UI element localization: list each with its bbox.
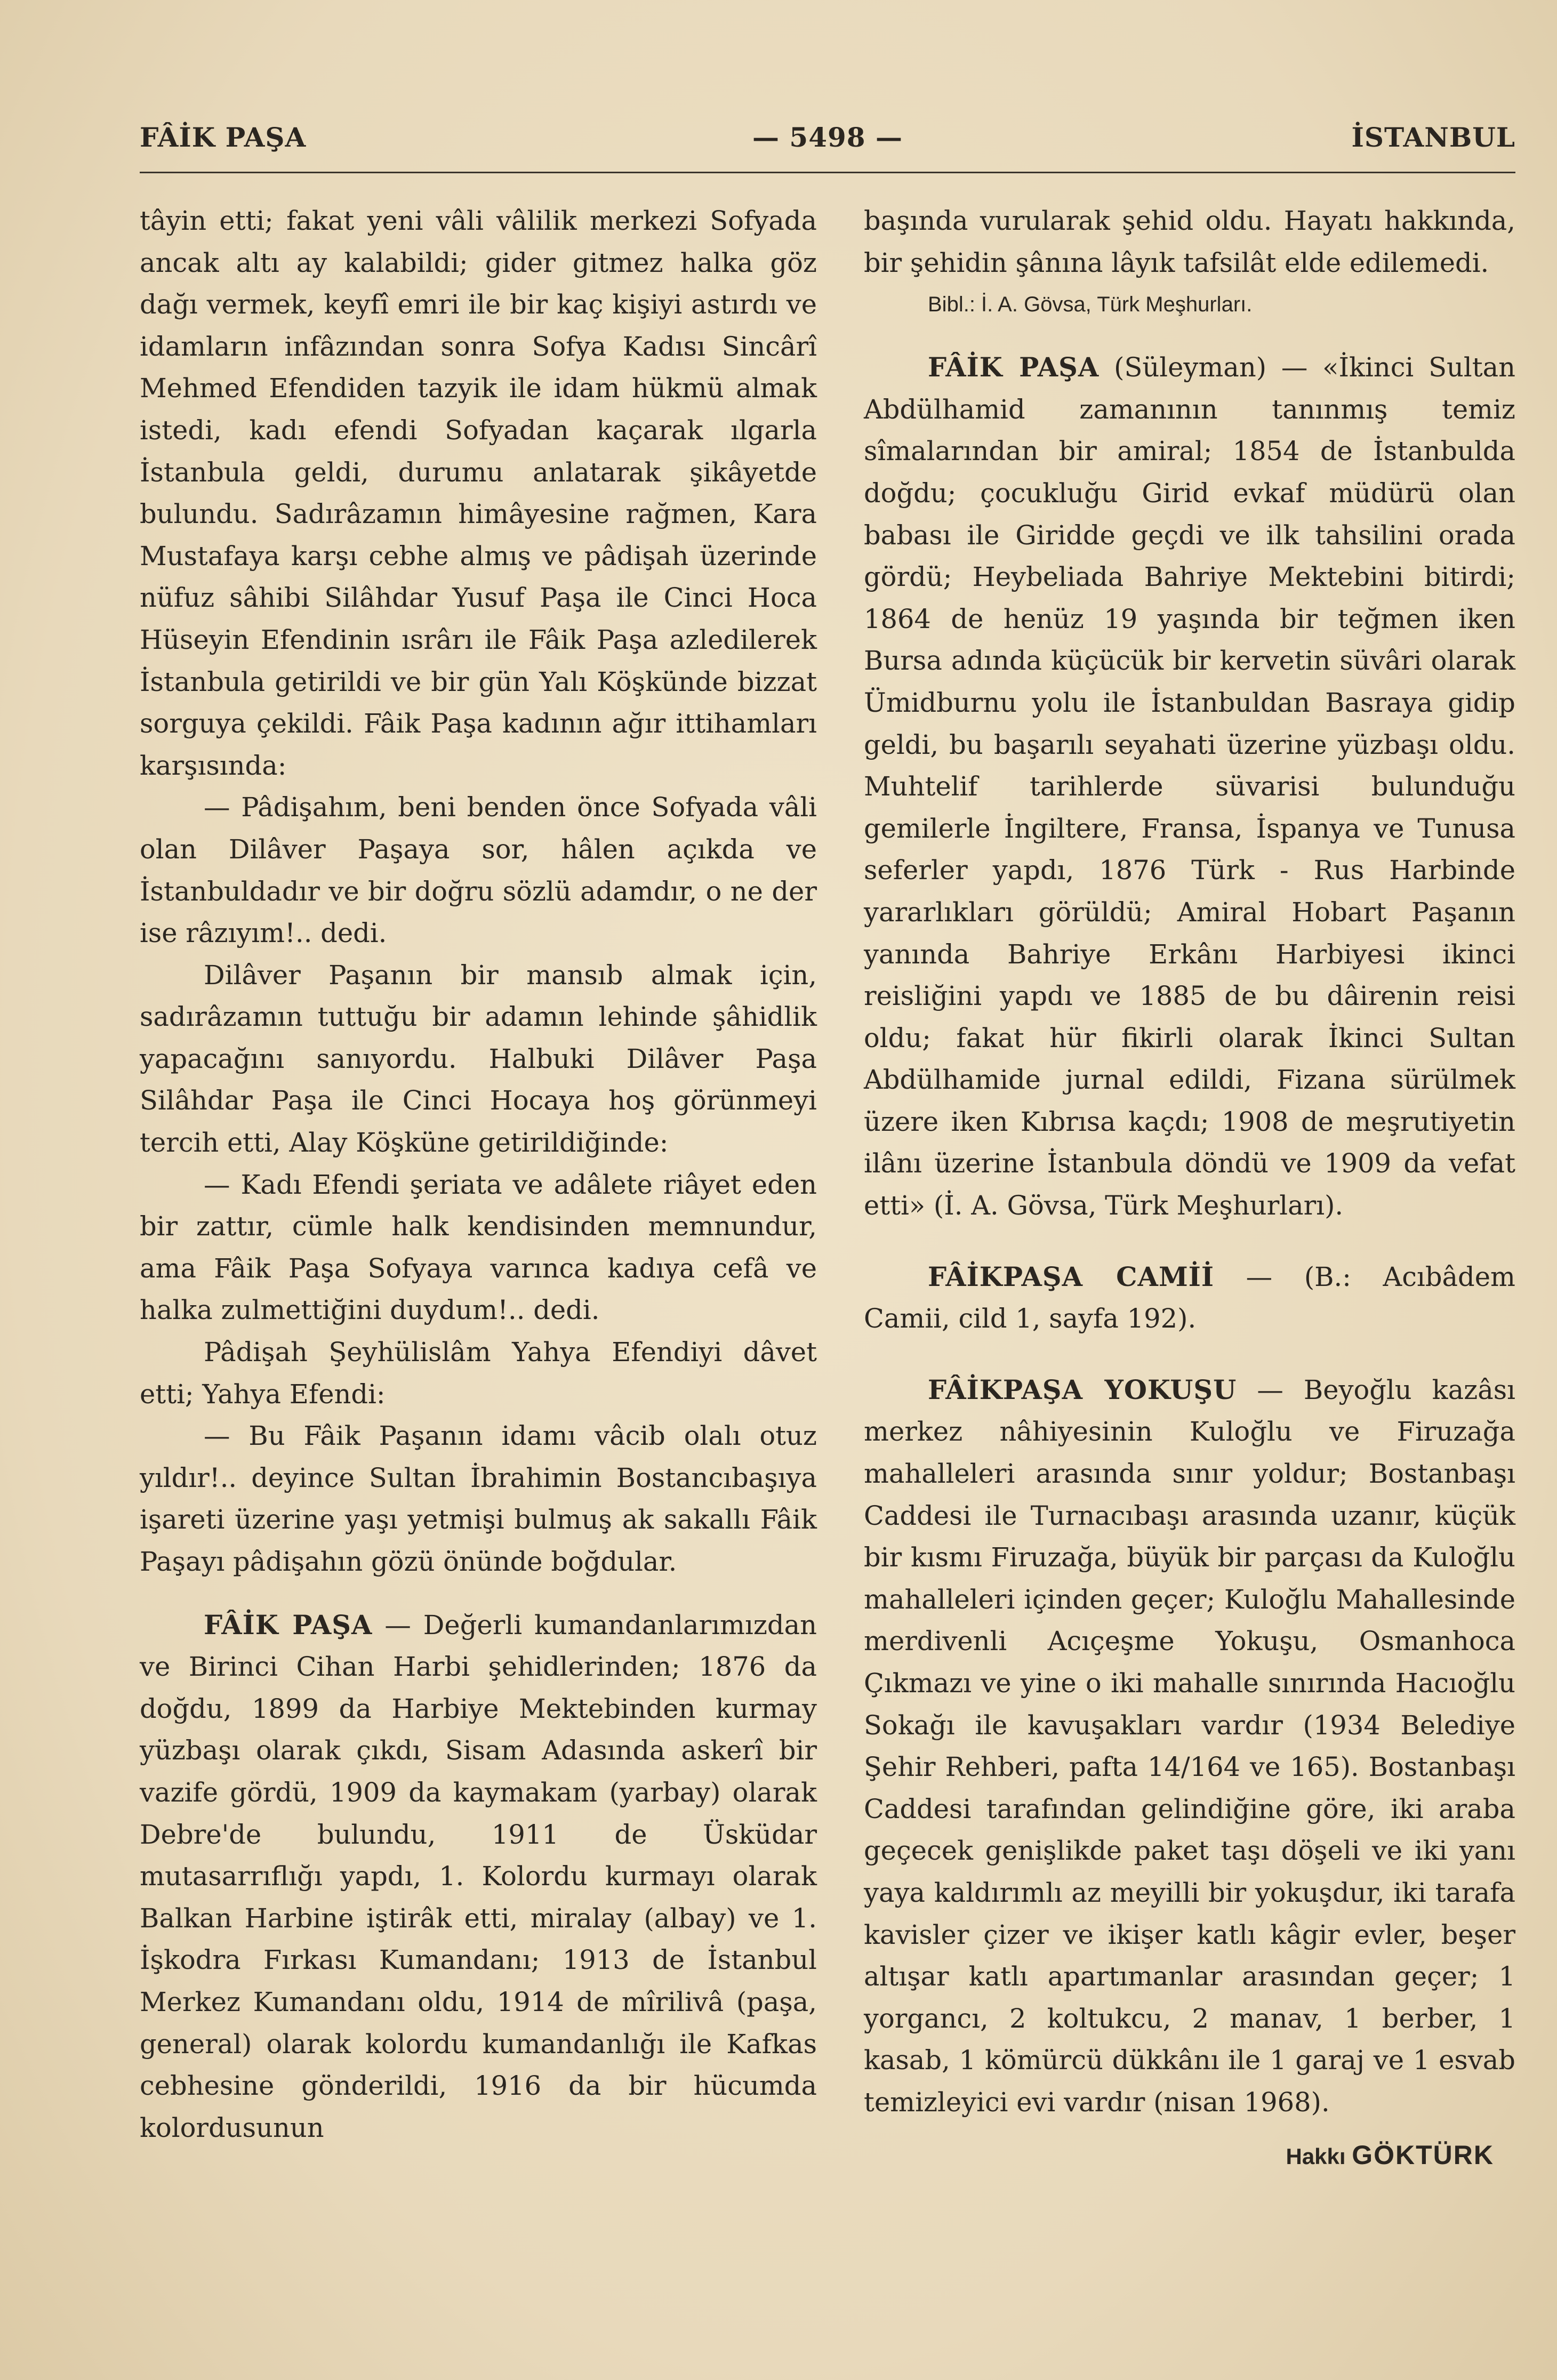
- left-column: [140, 200, 817, 2149]
- paragraph: — Pâdişahım, beni benden önce Sofyada vâli olan Dilâver Paşaya sor, hâlen açıkda ve İstanbuldadır ve bir doğru sözlü adamdır, o ne der ise râzıyım!.. dedi.: [140, 792, 817, 949]
- entry-faikpasa-camii: [864, 1256, 1515, 1340]
- entry-faik-pasa-2: [140, 1604, 817, 2149]
- entry-faik-pasa-suleyman: [864, 347, 1515, 1226]
- paragraph: — Bu Fâik Paşanın idamı vâcib olalı otuz yıldır!.. deyince Sultan İbrahimin Bostancıbaşıya işareti üzerine yaşı yetmişi bulmuş ak sakallı Fâik Paşayı pâdişahın gözü önünde boğdular.: [140, 1420, 817, 1577]
- running-head-right: İSTANBUL: [1351, 122, 1515, 153]
- spacer: [864, 1227, 1515, 1256]
- signature-last-name: GÖKTÜRK: [1352, 2140, 1494, 2170]
- entry-heading: FÂİKPAŞA CAMİİ: [928, 1261, 1215, 1292]
- paragraph: — Kadı Efendi şeriata ve adâlete riâyet eden bir zattır, cümle halk kendisinden memnundur, ama Fâik Paşa Sofyaya varınca kadıya cefâ ve halka zulmettiğini duydum!.. dedi.: [140, 1169, 817, 1326]
- paragraph: başında vurularak şehid oldu. Hayatı hakkında, bir şehidin şânına lâyık tafsilât elde edilemedi.: [864, 205, 1515, 278]
- paragraph: tâyin etti; fakat yeni vâli vâlilik merkezi Sofyada ancak altı ay kalabildi; gider gitmez halka göz dağı vermek, keyfî emri ile bir kaç kişiyi astırdı ve idamların infâzından sonra Sofya Kadısı Sincârî Mehmed Efendiden tazyik ile idam hükmü almak istedi, kadı efendi Sofyadan kaçarak ılgarla İstanbula geldi, durumu anlatarak şikâyetde bulundu. Sadırâzamın himâyesine rağmen, Kara Mustafaya karşı cebhe almış ve pâdişah üzerinde nüfuz sâhibi Silâhdar Yusuf Paşa ile Cinci Hoca Hüseyin Efendinin ısrârı ile Fâik Paşa azledilerek İstanbula getirildi ve bir gün Yalı Köşkünde bizzat sorguya çekildi. Fâik Paşa kadının ağır ittihamları karşısında:: [140, 205, 817, 781]
- page-header: [140, 122, 1515, 159]
- entry-text: — (B.: Acıbâdem Camii, cild 1, sayfa 192).: [864, 1261, 1515, 1334]
- entry-heading: FÂİK PAŞA: [204, 1609, 373, 1641]
- entry-text: (Süleyman) — «İkinci Sultan Abdülhamid zamanının tanınmış temiz sîmalarından bir amiral; 1854 de İstanbulda doğdu; çocukluğu Girid evkaf müdürü olan babası ile Giridde geçdi ve ilk tahsilini orada gördü; Heybeliada Bahriye Mektebini bitirdi; 1864 de henüz 19 yaşında bir teğmen iken Bursa adında küçücük bir kervetin süvâri olarak Ümidburnu yolu ile İstanbuldan Basraya gidip geldi, bu başarılı seyahati üzerine yüzbaşı oldu. Muhtelif tarihlerde süvarisi bulunduğu gemilerle İngiltere, Fransa, İspanya ve Tunusa seferler yapdı, 1876 Türk - Rus Harbinde yararlıkları görüldü; Amiral Hobart Paşanın yanında Bahriye Erkânı Harbiyesi ikinci reisliğini yapdı ve 1885 de bu dâirenin reisi oldu; fakat hür fikirli olarak İkinci Sultan Abdülhamide jurnal edildi, Fizana sürülmek üzere iken Kıbrısa kaçdı; 1908 de meşrutiyetin ilânı üzerine İstanbula döndü ve 1909 da vefat etti» (İ. A. Gövsa, Türk Meşhurları).: [864, 352, 1515, 1221]
- spacer: [864, 325, 1515, 347]
- header-rule: [140, 172, 1515, 173]
- entry-heading: FÂİKPAŞA YOKUŞU: [928, 1374, 1237, 1405]
- page-number: — 5498 —: [752, 122, 903, 153]
- spacer: [864, 1340, 1515, 1369]
- entry-text: — Değerli kumandanlarımızdan ve Birinci Cihan Harbi şehidlerinden; 1876 da doğdu, 1899 da Harbiye Mektebinden kurmay yüzbaşı olarak çıkdı, Sisam Adasında askerî bir vazife gördü, 1909 da kaymakam (yarbay) olarak Debre'de bulundu, 1911 de Üsküdar mutasarrıflığı yapdı, 1. Kolordu kurmayı olarak Balkan Harbine iştirâk etti, miralay (albay) ve 1. İşkodra Fırkası Kumandanı; 1913 de İstanbul Merkez Kumandanı oldu, 1914 de mîrilivâ (paşa, general) olarak kolordu kumandanlığı ile Kafkas cebhesine gönderildi, 1916 da bir hücumda kolordusunun: [140, 1609, 817, 2143]
- paragraph: Pâdişah Şeyhülislâm Yahya Efendiyi dâvet etti; Yahya Efendi:: [140, 1337, 817, 1410]
- signature-first-name: Hakkı: [1286, 2143, 1346, 2169]
- paragraph: Dilâver Paşanın bir mansıb almak için, sadırâzamın tuttuğu bir adamın lehinde şâhidlik yapacağını sanıyordu. Halbuki Dilâver Paşa Silâhdar Paşa ile Cinci Hocaya hoş görünmeyi tercih etti, Alay Köşküne getirildiğinde:: [140, 959, 817, 1159]
- entry-heading: FÂİK PAŞA: [928, 352, 1099, 383]
- author-signature: [864, 2134, 1515, 2178]
- bibliography: Bibl.: İ. A. Gövsa, Türk Meşhurları.: [928, 293, 1253, 317]
- entry-text: — Beyoğlu kazâsı merkez nâhiyesinin Kuloğlu ve Firuzağa mahalleleri arasında sınır yoldur; Bostanbaşı Caddesi ile Turnacıbaşı arasında uzanır, küçük bir kısmı Firuzağa, büyük bir parçası da Kuloğlu mahalleleri içinden geçer; Kuloğlu Mahallesinde merdivenli Acıçeşme Yokuşu, Osmanhoca Çıkmazı ve yine o iki mahalle sınırında Hacıoğlu Sokağı ile kavuşakları vardır (1934 Belediye Şehir Rehberi, pafta 14/164 ve 165). Bostanbaşı Caddesi tarafından gelindiğine göre, iki araba geçecek genişlikde paket taşı döşeli ve iki yanı yaya kaldırımlı az meyilli bir yokuşdur, iki tarafa kavisler çizer ve ikişer katlı kâgir evler, beşer altışar katlı apartımanlar arasından geçer; 1 yorgancı, 2 koltukcu, 2 manav, 1 berber, 1 kasab, 1 kömürcü dükkânı ile 1 garaj ve 1 esvab temizleyici evi vardır (nisan 1968).: [864, 1374, 1515, 2118]
- running-head-left: FÂİK PAŞA: [140, 122, 307, 153]
- entry-faikpasa-yokusu: [864, 1369, 1515, 2124]
- spacer: [140, 1583, 817, 1604]
- right-column: [864, 200, 1515, 2177]
